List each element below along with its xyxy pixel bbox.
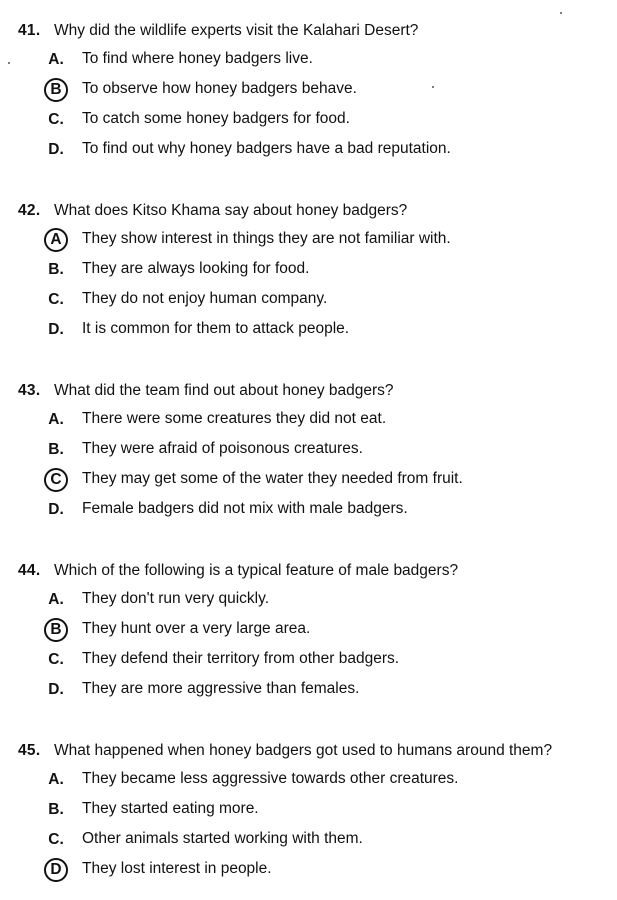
question-number: 44. [18,562,41,579]
question-header [0,378,617,406]
question-header [0,558,617,586]
question-text: Why did the wildlife experts visit the Kalahari Desert? [54,22,419,39]
question-text: What happened when honey badgers got used to humans around them? [54,742,553,759]
option-letter: C. [48,291,64,308]
question-42 [0,198,617,346]
option-letter: D. [48,501,64,518]
option-a[interactable] [0,406,617,436]
option-d[interactable] [0,496,617,526]
option-text: They may get some of the water they needed from fruit. [82,470,463,487]
option-letter: C. [48,831,64,848]
option-c[interactable] [0,826,617,856]
option-text: There were some creatures they did not eat. [82,410,387,427]
option-a[interactable] [0,766,617,796]
circled-answer-letter: B [44,79,68,101]
option-c[interactable] [0,646,617,676]
option-a[interactable] [0,226,617,256]
option-letter: A. [48,51,64,68]
question-45 [0,738,617,886]
option-text: To find out why honey badgers have a bad reputation. [82,140,451,157]
option-b[interactable] [0,76,617,106]
option-text: They started eating more. [82,800,259,817]
option-c[interactable] [0,466,617,496]
circled-answer-letter: A [44,229,68,251]
option-letter: B. [48,441,64,458]
question-header [0,738,617,766]
question-header [0,198,617,226]
option-a[interactable] [0,586,617,616]
option-text: They became less aggressive towards other creatures. [82,770,459,787]
option-letter: C. [48,111,64,128]
question-44 [0,558,617,706]
option-text: Other animals started working with them. [82,830,363,847]
option-c[interactable] [0,106,617,136]
option-text: They show interest in things they are not familiar with. [82,230,451,247]
option-text: Female badgers did not mix with male badgers. [82,500,408,517]
option-text: To catch some honey badgers for food. [82,110,350,127]
option-letter: D. [48,321,64,338]
option-b[interactable] [0,796,617,826]
option-a[interactable] [0,46,617,76]
option-letter: A. [48,591,64,608]
option-d[interactable] [0,316,617,346]
question-43 [0,378,617,526]
option-b[interactable] [0,616,617,646]
question-text: What did the team find out about honey badgers? [54,382,394,399]
option-letter: A. [48,771,64,788]
option-letter: B. [48,801,64,818]
option-text: They don't run very quickly. [82,590,270,607]
option-b[interactable] [0,256,617,286]
circled-answer-letter: C [44,469,68,491]
question-number: 42. [18,202,41,219]
option-letter: D. [48,141,64,158]
option-text: They lost interest in people. [82,860,272,877]
question-text: What does Kitso Khama say about honey badgers? [54,202,408,219]
option-b[interactable] [0,436,617,466]
option-text: They are more aggressive than females. [82,680,360,697]
option-text: They do not enjoy human company. [82,290,328,307]
option-letter: D. [48,681,64,698]
question-number: 45. [18,742,41,759]
option-c[interactable] [0,286,617,316]
question-header [0,18,617,46]
question-41 [0,18,617,166]
scan-speck [560,12,562,14]
option-text: They hunt over a very large area. [82,620,311,637]
scan-speck [8,62,10,64]
option-d[interactable] [0,676,617,706]
circled-answer-letter: B [44,619,68,641]
scan-speck [432,86,434,88]
question-text: Which of the following is a typical feature of male badgers? [54,562,459,579]
option-letter: C. [48,651,64,668]
option-text: They are always looking for food. [82,260,310,277]
option-letter: B. [48,261,64,278]
option-text: To find where honey badgers live. [82,50,313,67]
option-text: To observe how honey badgers behave. [82,80,357,97]
option-text: It is common for them to attack people. [82,320,350,337]
option-letter: A. [48,411,64,428]
option-text: They were afraid of poisonous creatures. [82,440,363,457]
question-number: 41. [18,22,41,39]
option-d[interactable] [0,856,617,886]
question-number: 43. [18,382,41,399]
option-d[interactable] [0,136,617,166]
circled-answer-letter: D [44,859,68,881]
option-text: They defend their territory from other badgers. [82,650,400,667]
